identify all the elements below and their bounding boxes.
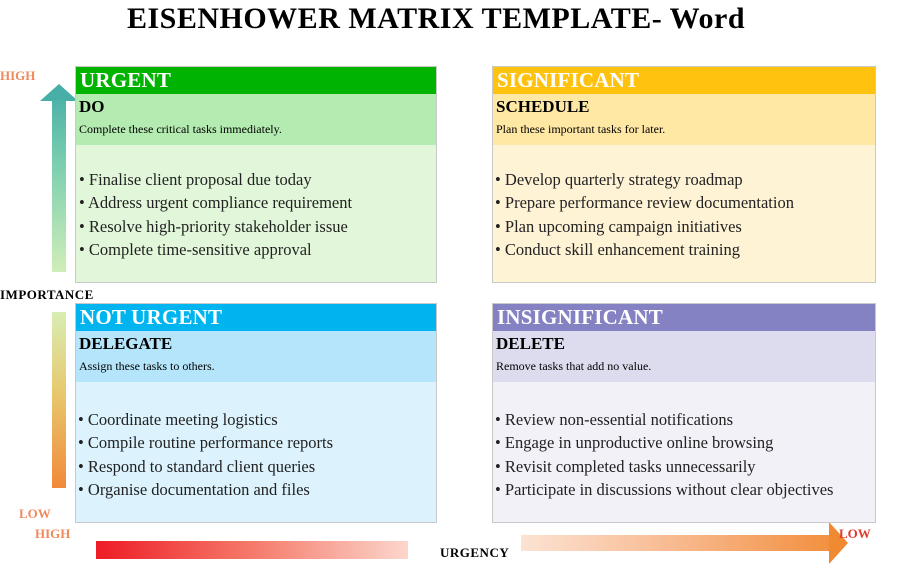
task-item: • Organise documentation and files [78, 480, 310, 500]
task-list [79, 168, 432, 262]
quadrant-header: INSIGNIFICANT [493, 304, 875, 331]
quadrant-description: Plan these important tasks for later. [496, 122, 666, 136]
quadrant-header: NOT URGENT [76, 304, 436, 331]
task-item: • Coordinate meeting logistics [78, 410, 278, 429]
task-item: • Review non-essential notifications [495, 410, 734, 429]
urgency-high-bar [96, 541, 408, 559]
task-item: • Develop quarterly strategy roadmap [495, 170, 743, 189]
task-item: • Compile routine performance reports [78, 433, 334, 453]
quadrant-delete [492, 303, 876, 523]
task-item: • Conduct skill enhancement training [495, 240, 740, 260]
quadrant-subheader [76, 331, 436, 382]
quadrant-title: DELETE [496, 334, 565, 353]
up-arrow-icon [40, 84, 78, 101]
task-item: • Participate in discussions without clear objectives [495, 480, 834, 500]
urgency-axis-label: URGENCY [440, 545, 510, 560]
task-item: • Resolve high-priority stakeholder issue [79, 216, 348, 236]
urgency-arrow-bar [521, 535, 831, 551]
task-list [495, 408, 871, 502]
importance-axis-label: IMPORTANCE [0, 287, 94, 302]
quadrant-subheader [76, 94, 436, 145]
urgency-low-label: LOW [839, 526, 871, 541]
quadrant-title: DELEGATE [79, 334, 173, 353]
quadrant-subheader [493, 331, 875, 382]
urgency-high-label: HIGH [35, 526, 71, 541]
task-list [78, 408, 432, 502]
page-title: EISENHOWER MATRIX TEMPLATE- Word [126, 2, 746, 35]
task-item: • Address urgent compliance requirement [79, 193, 353, 213]
task-item: • Finalise client proposal due today [79, 170, 312, 189]
task-item: • Prepare performance review documentation [495, 193, 794, 213]
importance-low-label: LOW [19, 506, 51, 521]
quadrant-description: Assign these tasks to others. [79, 359, 215, 373]
importance-high-label: HIGH [0, 68, 36, 83]
quadrant-schedule [492, 66, 876, 283]
task-item: • Engage in unproductive online browsing [495, 433, 774, 453]
quadrant-header: URGENT [76, 67, 436, 94]
task-item: • Plan upcoming campaign initiatives [495, 216, 742, 236]
quadrant-delegate [75, 303, 437, 523]
quadrant-title: SCHEDULE [496, 97, 590, 116]
task-item: • Respond to standard client queries [78, 456, 316, 476]
quadrant-subheader [493, 94, 875, 145]
quadrant-description: Complete these critical tasks immediately. [79, 122, 282, 136]
importance-low-bar [52, 312, 66, 488]
quadrant-description: Remove tasks that add no value. [496, 359, 652, 373]
task-list [495, 168, 871, 262]
quadrant-title: DO [79, 97, 105, 116]
importance-arrow-bar [52, 100, 66, 272]
quadrant-do [75, 66, 437, 283]
task-item: • Revisit completed tasks unnecessarily [495, 456, 756, 476]
quadrant-header: SIGNIFICANT [493, 67, 875, 94]
task-item: • Complete time-sensitive approval [79, 240, 312, 260]
